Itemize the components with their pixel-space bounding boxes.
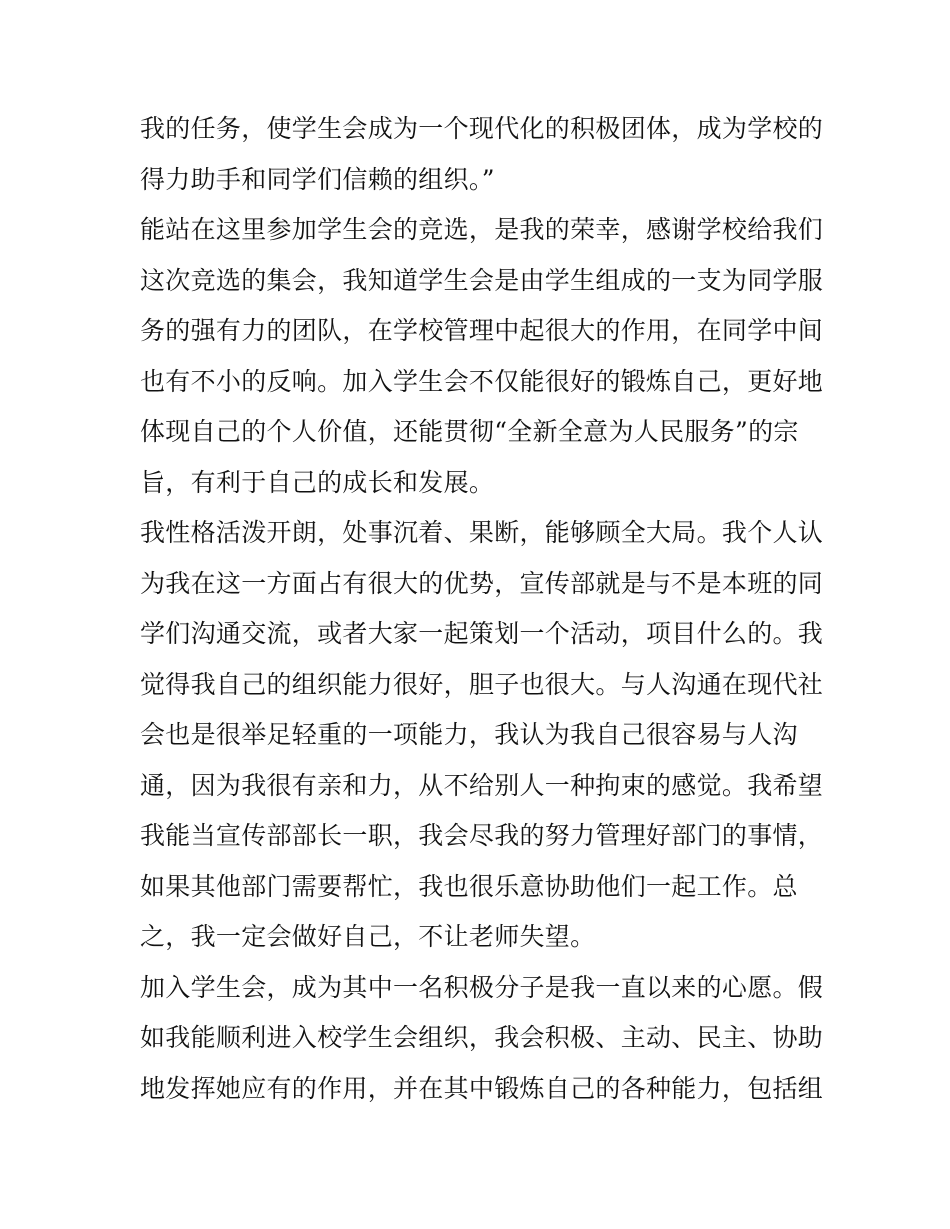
document-body (140, 104, 824, 1114)
text-line: 得力助手和同学们信赖的组织。” (140, 164, 495, 194)
text-line: 也有不小的反响。加入学生会不仅能很好的锻炼自己，更好地 (140, 366, 824, 396)
text-line: 学们沟通交流，或者大家一起策划一个活动，项目什么的。我 (140, 619, 824, 648)
text-line: 我性格活泼开朗，处事沉着、果断，能够顾全大局。我个人认 (140, 518, 824, 547)
text-line: 体现自己的个人价值，还能贯彻“全新全意为人民服务”的宗 (140, 417, 799, 446)
text-line: 能站在这里参加学生会的竞选，是我的荣幸，感谢学校给我们 (140, 215, 824, 244)
text-line: 之，我一定会做好自己，不让老师失望。 (140, 922, 596, 951)
text-line: 会也是很举足轻重的一项能力，我认为我自己很容易与人沟 (140, 720, 798, 749)
text-line: 旨，有利于自己的成长和发展。 (140, 467, 495, 497)
text-line: 为我在这一方面占有很大的优势，宣传部就是与不是本班的同 (140, 568, 824, 598)
text-line: 我能当宣传部部长一职，我会尽我的努力管理好部门的事情， (140, 821, 824, 850)
text-line: 务的强有力的团队，在学校管理中起很大的作用，在同学中间 (140, 316, 824, 345)
text-line: 通，因为我很有亲和力，从不给别人一种拘束的感觉。我希望 (140, 770, 824, 800)
text-line: 我的任务，使学生会成为一个现代化的积极团体，成为学校的 (140, 114, 824, 143)
text-line: 加入学生会，成为其中一名积极分子是我一直以来的心愿。假 (140, 972, 824, 1002)
text-line: 如果其他部门需要帮忙，我也很乐意协助他们一起工作。总 (140, 871, 798, 901)
text-line: 觉得我自己的组织能力很好，胆子也很大。与人沟通在现代社 (140, 669, 824, 699)
text-line: 地发挥她应有的作用，并在其中锻炼自己的各种能力，包括组 (140, 1073, 824, 1103)
text-line: 如我能顺利进入校学生会组织，我会积极、主动、民主、协助 (140, 1023, 824, 1052)
text-line: 这次竞选的集会，我知道学生会是由学生组成的一支为同学服 (140, 265, 824, 295)
